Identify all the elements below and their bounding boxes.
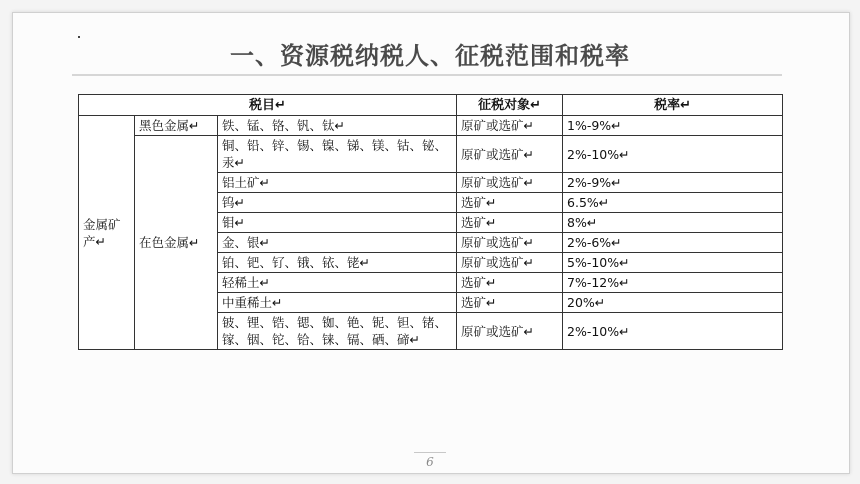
item-cell: 铝土矿↵ xyxy=(218,173,457,193)
group-cell: 在色金属↵ xyxy=(135,136,218,350)
rate-cell: 1%-9%↵ xyxy=(563,116,783,136)
header-tax-rate: 税率↵ xyxy=(563,95,783,116)
object-cell: 原矿或选矿↵ xyxy=(457,136,563,173)
page-number: 6 xyxy=(426,455,434,469)
item-cell: 钼↵ xyxy=(218,213,457,233)
page-number-divider xyxy=(414,452,446,453)
rate-cell: 5%-10%↵ xyxy=(563,253,783,273)
object-cell: 原矿或选矿↵ xyxy=(457,173,563,193)
item-cell: 金、银↵ xyxy=(218,233,457,253)
rate-cell: 6.5%↵ xyxy=(563,193,783,213)
item-cell: 钨↵ xyxy=(218,193,457,213)
object-cell: 原矿或选矿↵ xyxy=(457,253,563,273)
rate-cell: 2%-6%↵ xyxy=(563,233,783,253)
rate-cell: 8%↵ xyxy=(563,213,783,233)
rate-cell: 2%-10%↵ xyxy=(563,313,783,350)
category-cell: 金属矿产↵ xyxy=(79,116,135,350)
slide-title: 一、资源税纳税人、征税范围和税率 xyxy=(230,42,630,70)
header-tax-object: 征税对象↵ xyxy=(457,95,563,116)
item-cell: 轻稀土↵ xyxy=(218,273,457,293)
header-tax-item: 税目↵ xyxy=(79,95,457,116)
table-header-row xyxy=(79,95,783,116)
item-cell: 铜、铅、锌、锡、镍、锑、镁、钴、铋、汞↵ xyxy=(218,136,457,173)
tax-rate-table xyxy=(78,94,783,350)
object-cell: 原矿或选矿↵ xyxy=(457,313,563,350)
item-cell: 铍、锂、锆、锶、铷、铯、铌、钽、锗、镓、铟、铊、铪、铼、镉、硒、碲↵ xyxy=(218,313,457,350)
rate-cell: 7%-12%↵ xyxy=(563,273,783,293)
object-cell: 原矿或选矿↵ xyxy=(457,116,563,136)
rate-cell: 20%↵ xyxy=(563,293,783,313)
item-cell: 铁、锰、铬、钒、钛↵ xyxy=(218,116,457,136)
rate-cell: 2%-10%↵ xyxy=(563,136,783,173)
item-cell: 铂、钯、钌、锇、铱、铑↵ xyxy=(218,253,457,273)
object-cell: 选矿↵ xyxy=(457,293,563,313)
table-row xyxy=(79,116,783,136)
table-row xyxy=(79,136,783,173)
object-cell: 选矿↵ xyxy=(457,273,563,293)
title-divider xyxy=(72,74,782,76)
object-cell: 选矿↵ xyxy=(457,193,563,213)
item-cell: 中重稀土↵ xyxy=(218,293,457,313)
object-cell: 选矿↵ xyxy=(457,213,563,233)
group-cell: 黑色金属↵ xyxy=(135,116,218,136)
object-cell: 原矿或选矿↵ xyxy=(457,233,563,253)
rate-cell: 2%-9%↵ xyxy=(563,173,783,193)
